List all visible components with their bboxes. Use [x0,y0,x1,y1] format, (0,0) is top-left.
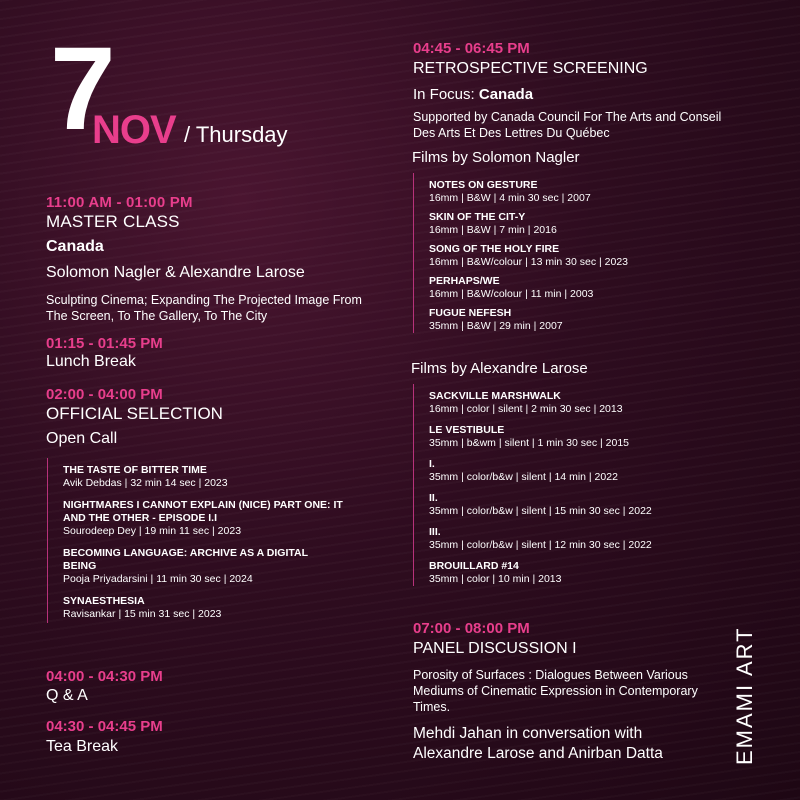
brand-text: EMAMI ART [732,626,757,765]
film-title: PERHAPS/WE [429,275,500,287]
film-title: I. [429,458,435,470]
film-item [63,595,343,621]
official-selection-film-list [47,458,343,623]
film-meta: 35mm | color/b&w | silent | 14 min | 2022 [429,471,618,483]
film-meta: Sourodeep Dey | 19 min 11 sec | 2023 [63,525,242,537]
film-meta: 16mm | B&W | 4 min 30 sec | 2007 [429,192,591,204]
film-title: FUGUE NEFESH [429,307,512,319]
film-title: NIGHTMARES I CANNOT EXPLAIN (NICE) PART ONE: IT AND THE OTHER - EPISODE I.I [63,499,343,524]
film-item [429,560,729,586]
film-item [429,390,729,416]
official-selection-heading: OFFICIAL SELECTION [46,404,223,423]
film-meta: 35mm | b&wm | silent | 1 min 30 sec | 2015 [429,437,629,449]
lunch-time: 01:15 - 01:45 PM [46,335,163,352]
film-title: SACKVILLE MARSHWALK [429,390,561,402]
master-class-time: 11:00 AM - 01:00 PM [46,194,193,211]
film-title: BECOMING LANGUAGE: ARCHIVE AS A DIGITAL BEING [63,547,308,572]
nagler-heading: Films by Solomon Nagler [412,149,580,166]
film-meta: 35mm | color/b&w | silent | 15 min 30 sec | 2022 [429,505,652,517]
retro-focus [413,86,533,103]
film-item [63,547,343,586]
film-meta: 16mm | color | silent | 2 min 30 sec | 2013 [429,403,623,415]
film-item [429,179,729,205]
nagler-film-list [413,173,729,333]
master-class-description: Sculpting Cinema; Expanding The Projected Image From The Screen, To The Gallery, To The City [46,293,362,323]
film-item [63,499,343,538]
film-title: BROUILLARD #14 [429,560,519,572]
film-item [429,424,729,450]
film-meta: 35mm | color/b&w | silent | 12 min 30 sec | 2022 [429,539,652,551]
panel-speakers: Mehdi Jahan in conversation with Alexandre Larose and Anirban Datta [413,725,663,762]
retro-heading: RETROSPECTIVE SCREENING [413,60,648,77]
retro-time: 04:45 - 06:45 PM [413,40,530,57]
film-title: THE TASTE OF BITTER TIME [63,464,207,476]
film-title: III. [429,526,441,538]
date-day: 7 [50,23,112,155]
film-meta: Avik Debdas | 32 min 14 sec | 2023 [63,477,228,489]
official-selection-sub: Open Call [46,430,118,447]
panel-time: 07:00 - 08:00 PM [413,620,530,637]
panel-description: Porosity of Surfaces : Dialogues Between Various Mediums of Cinematic Expression in Contemporary Times. [413,668,698,714]
film-title: SKIN OF THE CIT-Y [429,211,526,223]
tea-label: Tea Break [46,738,119,755]
retro-focus-prefix: In Focus: [413,86,479,103]
lunch-label: Lunch Break [46,353,136,370]
film-title: SONG OF THE HOLY FIRE [429,243,560,255]
film-item [429,275,729,301]
master-class-country: Canada [46,238,104,255]
film-meta: 35mm | color | 10 min | 2013 [429,573,562,585]
film-title: SYNAESTHESIA [63,595,145,607]
larose-film-list [413,384,729,586]
film-title: NOTES ON GESTURE [429,179,538,191]
film-item [429,307,729,333]
larose-heading: Films by Alexandre Larose [411,360,588,377]
film-meta: Pooja Priyadarsini | 11 min 30 sec | 2024 [63,573,253,585]
film-item [429,492,729,518]
film-item [429,458,729,484]
film-title: LE VESTIBULE [429,424,505,436]
film-item [429,243,729,269]
tea-time: 04:30 - 04:45 PM [46,718,163,735]
film-meta: 16mm | B&W/colour | 13 min 30 sec | 2023 [429,256,629,268]
film-meta: 16mm | B&W/colour | 11 min | 2003 [429,288,594,300]
film-item [429,211,729,237]
date-month: NOV [92,108,176,152]
date-weekday: / Thursday [184,122,288,147]
official-selection-time: 02:00 - 04:00 PM [46,386,163,403]
film-title: II. [429,492,438,504]
film-meta: 16mm | B&W | 7 min | 2016 [429,224,557,236]
film-meta: 35mm | B&W | 29 min | 2007 [429,320,563,332]
qa-time: 04:00 - 04:30 PM [46,668,163,685]
brand-logo [716,585,774,775]
panel-heading: PANEL DISCUSSION I [413,640,577,657]
retro-support: Supported by Canada Council For The Arts and Conseil Des Arts Et Des Lettres Du Québec [413,110,722,140]
film-item [63,464,343,490]
retro-focus-country: Canada [478,86,534,103]
film-item [429,526,729,552]
qa-label: Q & A [46,687,88,704]
film-meta: Ravisankar | 15 min 31 sec | 2023 [63,608,222,620]
master-class-heading: MASTER CLASS [46,212,180,231]
master-class-speakers: Solomon Nagler & Alexandre Larose [46,264,305,281]
